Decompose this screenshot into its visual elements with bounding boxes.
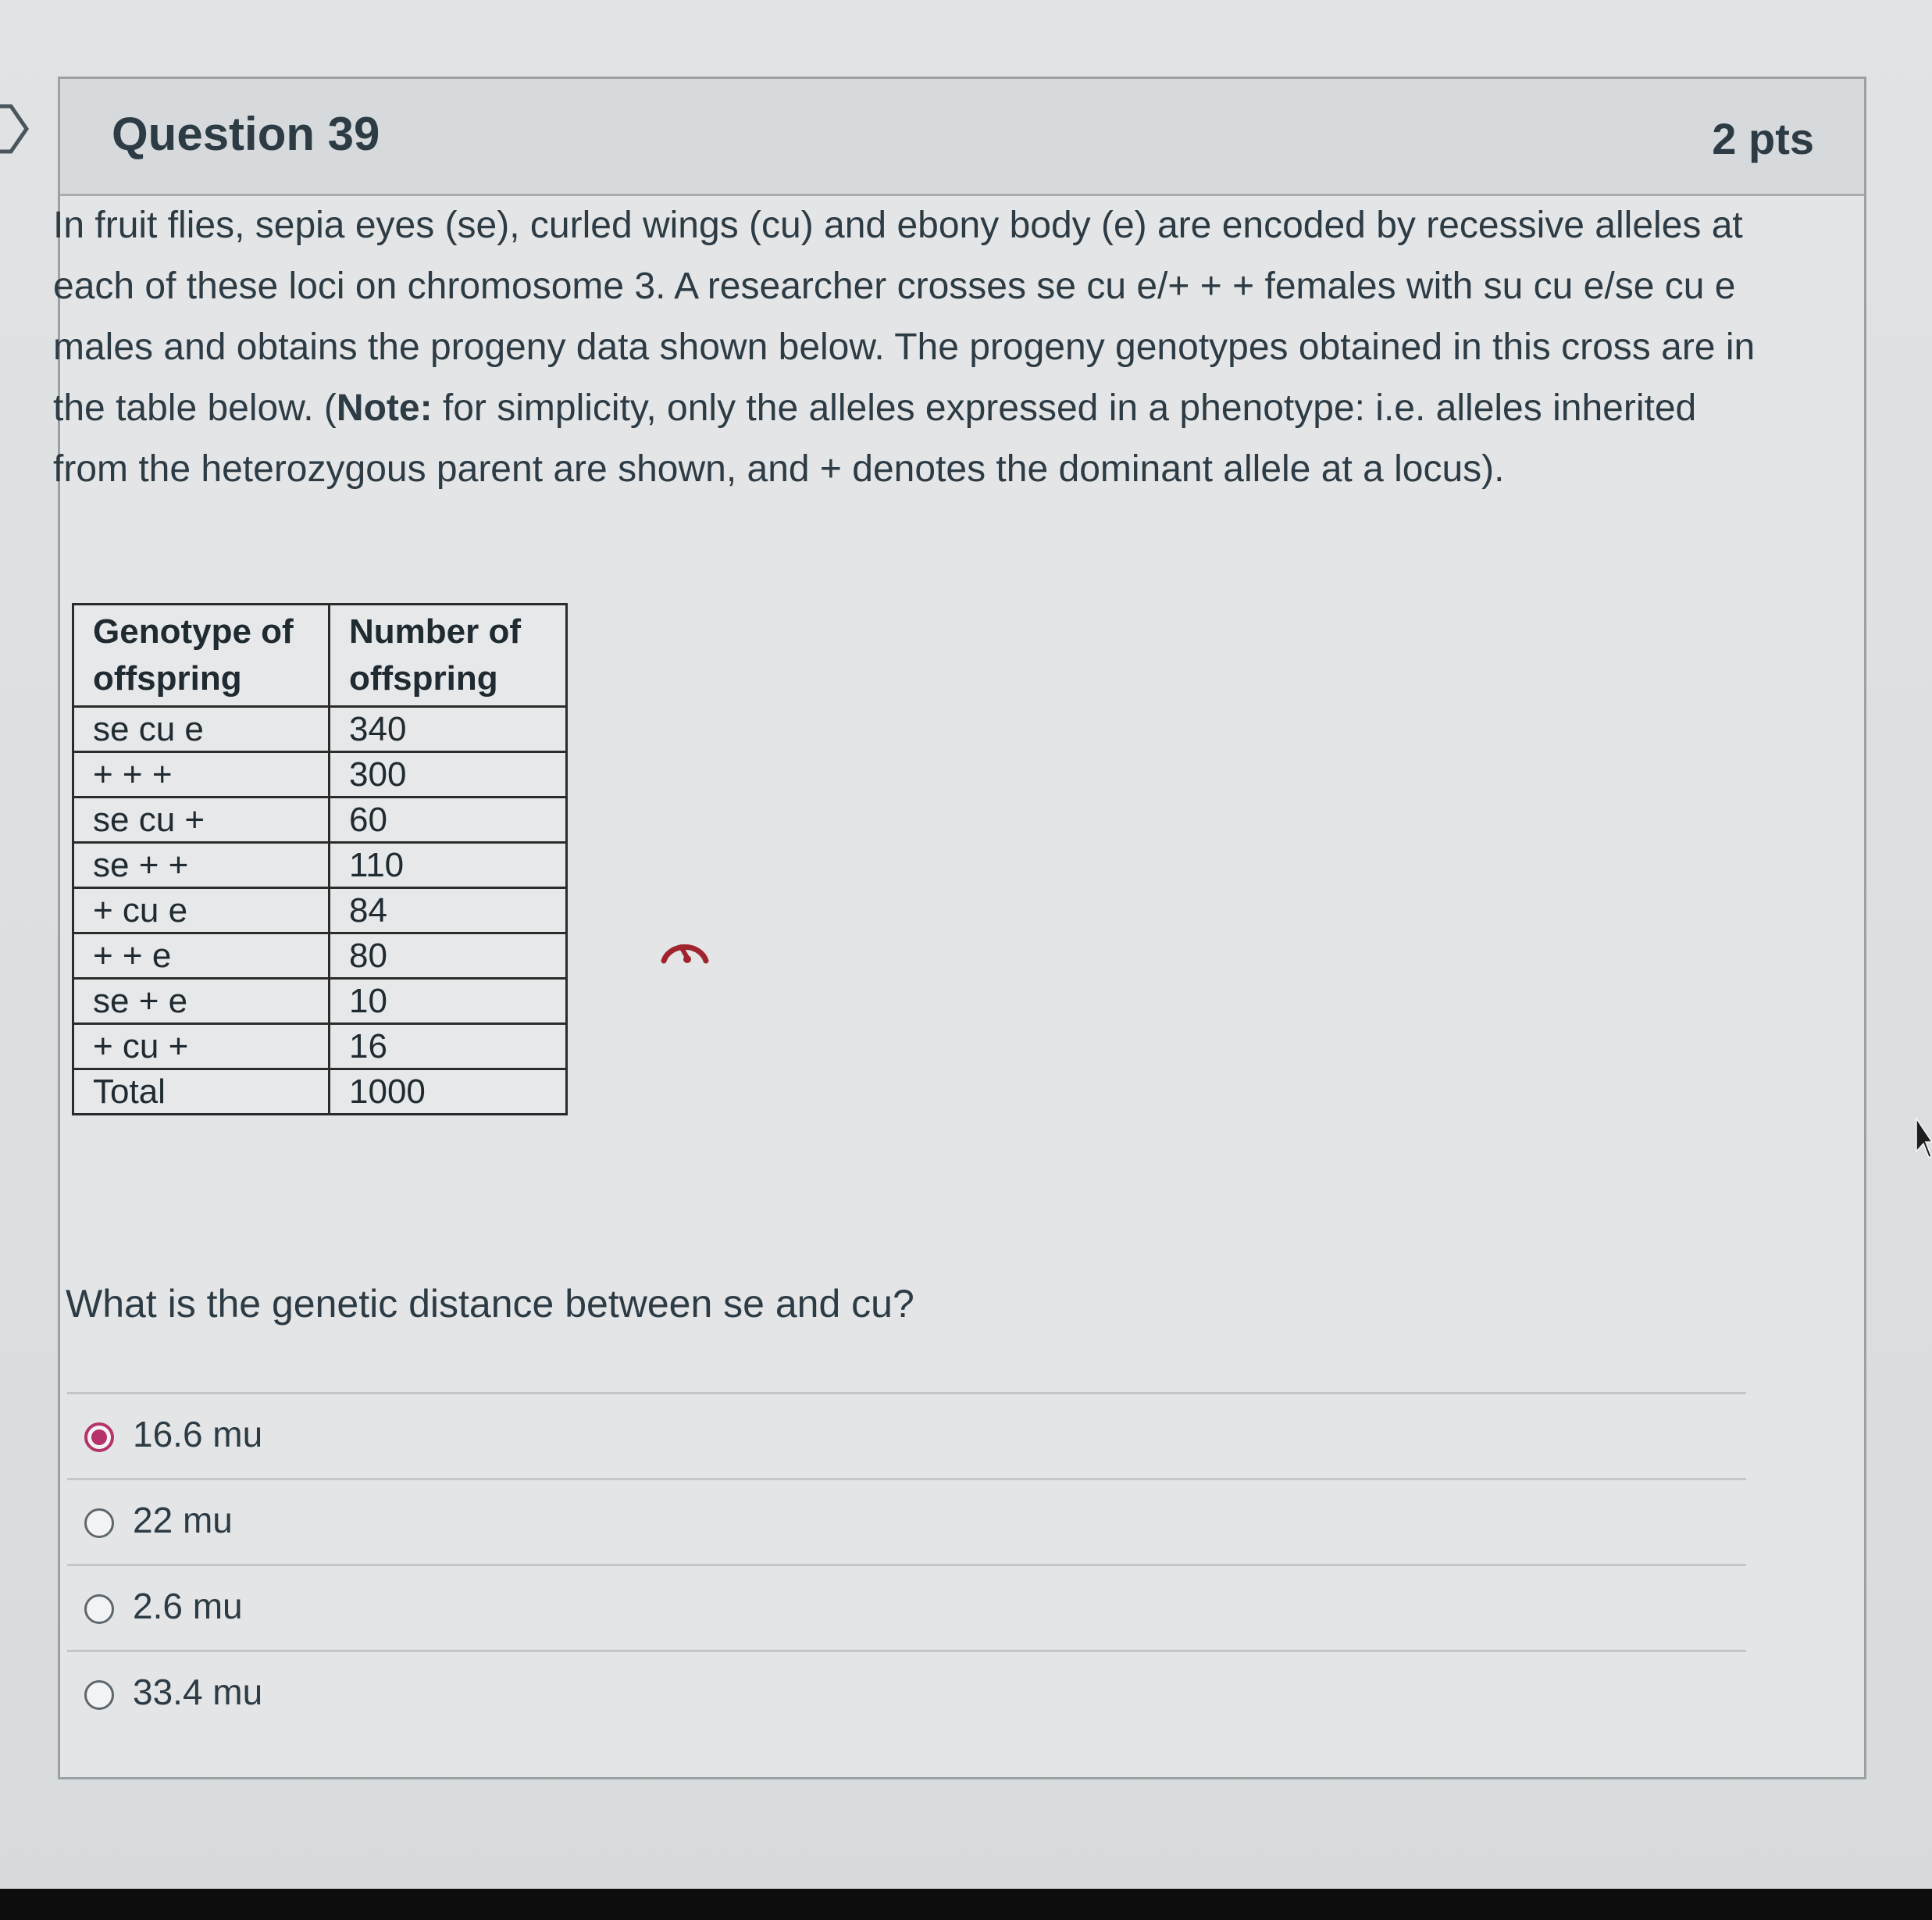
count-cell: 80: [330, 933, 567, 979]
answer-label[interactable]: 22 mu: [133, 1500, 233, 1540]
answer-option-2[interactable]: [67, 1478, 1746, 1564]
total-count-cell: 1000: [330, 1069, 567, 1115]
count-cell: 340: [330, 707, 567, 752]
count-cell: 84: [330, 888, 567, 933]
question-text: [53, 195, 1756, 500]
count-cell: 300: [330, 752, 567, 798]
table-header-row: [73, 605, 567, 707]
genotype-cell: se cu e: [73, 707, 330, 752]
count-cell: 10: [330, 979, 567, 1024]
genotype-cell: + cu +: [73, 1024, 330, 1069]
genotype-cell: + cu e: [73, 888, 330, 933]
genotype-cell: + + +: [73, 752, 330, 798]
question-prompt: What is the genetic distance between se and cu?: [66, 1282, 914, 1326]
answer-option-1[interactable]: [67, 1392, 1746, 1478]
table-row: [73, 888, 567, 933]
count-cell: 60: [330, 798, 567, 843]
table-row: [73, 752, 567, 798]
table-row: [73, 1024, 567, 1069]
table-row: [73, 798, 567, 843]
mouse-pointer-icon: [1915, 1117, 1932, 1161]
answer-label[interactable]: 2.6 mu: [133, 1586, 243, 1626]
genotype-cell: se + e: [73, 979, 330, 1024]
header-genotype: Genotype of offspring: [73, 605, 330, 707]
answer-option-4[interactable]: [67, 1650, 1746, 1736]
genotype-cell: se + +: [73, 843, 330, 888]
radio-selected-icon[interactable]: [84, 1422, 114, 1452]
table-row: [73, 843, 567, 888]
question-header: [60, 79, 1864, 196]
count-cell: 16: [330, 1024, 567, 1069]
table-row: [73, 933, 567, 979]
radio-icon[interactable]: [84, 1680, 114, 1710]
genotype-cell: + + e: [73, 933, 330, 979]
question-title: Question 39: [112, 108, 380, 160]
question-body-part-2: for simplicity, only the alleles expressed in a phenotype: i.e. alleles inherited from the heterozygous parent are shown, and + denotes the dominant allele at a locus).: [53, 387, 1697, 490]
offspring-table: [72, 603, 568, 1115]
note-label: Note:: [336, 387, 433, 429]
table-row: [73, 979, 567, 1024]
answer-label[interactable]: 16.6 mu: [133, 1414, 263, 1454]
answer-label[interactable]: 33.4 mu: [133, 1672, 263, 1712]
header-number: Number of offspring: [330, 605, 567, 707]
answer-list: [67, 1392, 1746, 1736]
screen-bezel: [0, 1889, 1932, 1920]
question-body-part-1: In fruit flies, sepia eyes (se), curled wings (cu) and ebony body (e) are encoded by recessive alleles at each of these loci on chromosome 3. A researcher crosses se cu e/+ + + females with su cu e/se cu e males and obtains the progeny data shown below. The progeny genotypes obtained in this cross are in the table below. (: [53, 205, 1756, 429]
total-label-cell: Total: [73, 1069, 330, 1115]
chevron-right-icon[interactable]: [0, 102, 30, 156]
count-cell: 110: [330, 843, 567, 888]
busy-cursor-icon: [658, 930, 712, 969]
answer-option-3[interactable]: [67, 1564, 1746, 1650]
genotype-cell: se cu +: [73, 798, 330, 843]
table-row-total: [73, 1069, 567, 1115]
table-row: [73, 707, 567, 752]
radio-icon[interactable]: [84, 1508, 114, 1538]
question-points: 2 pts: [1712, 114, 1814, 163]
radio-icon[interactable]: [84, 1594, 114, 1624]
